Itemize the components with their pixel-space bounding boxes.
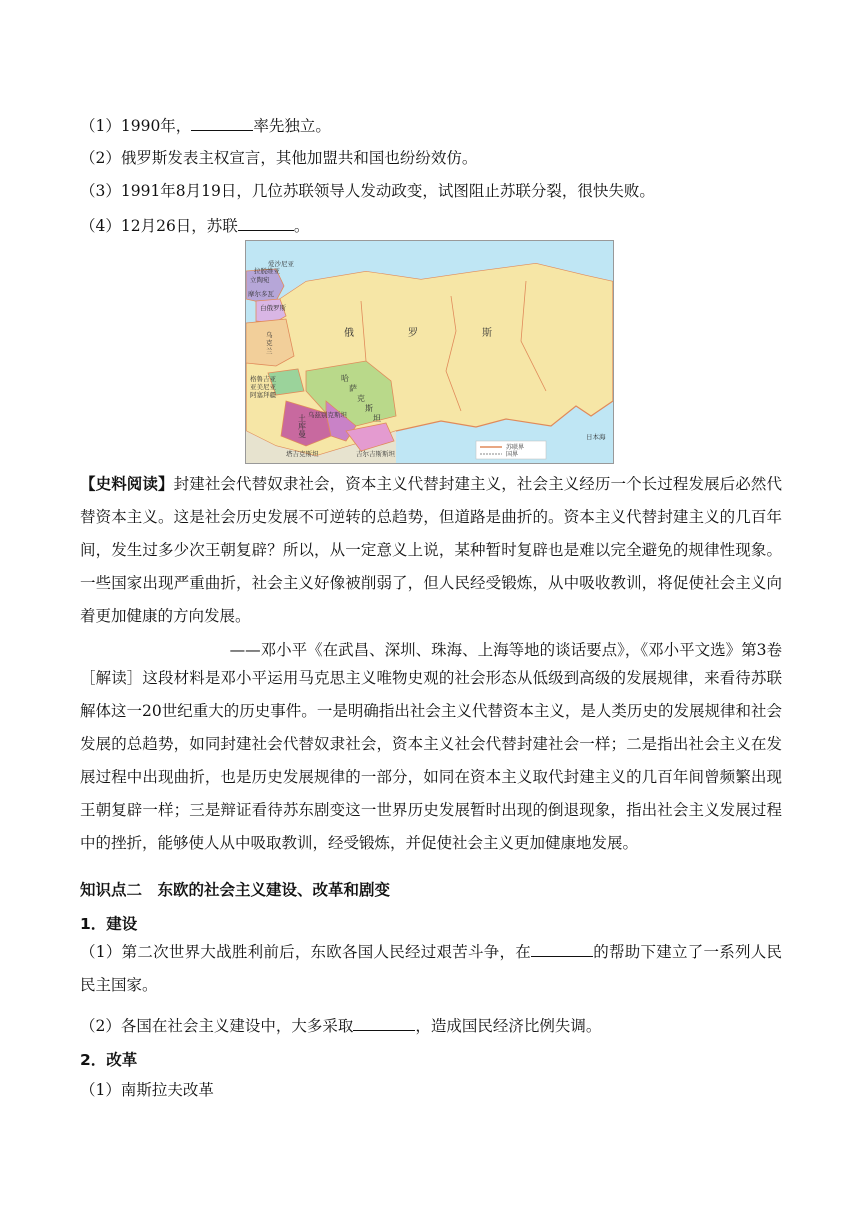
map-label: 亚美尼亚 xyxy=(250,383,276,391)
question-3: （3）1991年8月19日，几位苏联领导人发动政变，试图阻止苏联分裂，很快失败。 xyxy=(80,182,655,200)
map-label: 哈 xyxy=(341,374,349,383)
blank-field[interactable] xyxy=(191,114,253,131)
question-2: （2）俄罗斯发表主权宣言，其他加盟共和国也纷纷效仿。 xyxy=(80,149,478,167)
map-label: 爱沙尼亚 xyxy=(268,260,294,268)
map-label: 乌兹别克斯坦 xyxy=(308,411,347,419)
map-label: 白俄罗斯 xyxy=(260,304,286,312)
interpretation-paragraph: ［解读］这段材料是邓小平运用马克思主义唯物史观的社会形态从低级到高级的发展规律，来看待苏联解体这一20世纪重大的历史事件。一是明确指出社会主义代替资本主义，是人类历史的发展规律和社会发展的总趋势，如同封建社会代替奴隶社会，资本主义社会代替封建社会一样；二是指出社会主义在发展过程中出现曲折，也是历史发展规律的一部分，如同在资本主义取代封建主义的几百年间曾频繁出现王朝复辟一样；三是辩证看待苏东剧变这一世界历史发展暂时出现的倒退现象，指出社会主义发展过程中的挫折，能够使人从中吸取教训，经受锻炼，并促使社会主义更加健康地发展。 xyxy=(80,669,782,852)
question-4: （4）12月26日，苏联 。 xyxy=(80,214,780,236)
section-paragraph-1: （1）第二次世界大战胜利前后，东欧各国人民经过艰苦斗争，在 的帮助下建立了一系列人民民主国家。 xyxy=(80,936,782,1002)
map-label: 萨 xyxy=(349,384,357,393)
soviet-dissolution-map xyxy=(245,240,614,464)
map-label: 拉脱维亚 xyxy=(254,267,280,275)
map-svg xyxy=(246,241,613,463)
map-label: 阿塞拜疆 xyxy=(250,391,276,399)
map-label: 格鲁吉亚 xyxy=(250,375,276,383)
map-label-russia: 斯 xyxy=(482,328,492,339)
legend-label: 苏联界 xyxy=(506,444,525,451)
map-label: 斯 xyxy=(365,404,373,413)
subsection-heading: 2．改革 xyxy=(80,1051,138,1069)
map-label: 兰 xyxy=(266,347,273,355)
map-label: 摩尔多瓦 xyxy=(248,290,274,298)
map-label: 日本海 xyxy=(586,433,606,441)
reading-paragraph: 【史料阅读】封建社会代替奴隶社会，资本主义代替封建主义，社会主义经历一个长过程发展后必然代替资本主义。这是社会历史发展不可逆转的总趋势，但道路是曲折的。资本主义代替封建主义的几百年间，发生过多少次王朝复辟？所以，从一定意义上说，某种暂时复辟也是难以完全避免的规律性现象。一些国家出现严重曲折，社会主义好像被削弱了，但人民经受锻炼，从中吸收教训，将促使社会主义向着更加健康的方向发展。 xyxy=(80,475,782,625)
map-label: 克 xyxy=(357,394,365,403)
section-paragraph-2: （2）各国在社会主义建设中，大多采取 ，造成国民经济比例失调。 xyxy=(80,1014,780,1036)
blank-field[interactable] xyxy=(238,214,294,231)
map-label: 坦 xyxy=(373,414,381,423)
map-label: 立陶宛 xyxy=(250,276,270,284)
reading-source: ——邓小平《在武昌、深圳、珠海、上海等地的谈话要点》，《邓小平文选》第3卷 xyxy=(229,641,782,659)
section-paragraph-3: （1）南斯拉夫改革 xyxy=(80,1081,214,1099)
blank-field[interactable] xyxy=(531,940,593,957)
subsection-heading: 1．建设 xyxy=(80,915,138,933)
section-title: 知识点二 东欧的社会主义建设、改革和剧变 xyxy=(80,881,391,899)
map-label-russia: 俄 xyxy=(344,328,354,339)
blank-field[interactable] xyxy=(353,1014,415,1031)
legend-label: 国界 xyxy=(506,451,519,458)
map-label: 土 xyxy=(298,414,306,423)
map-label: 塔吉克斯坦 xyxy=(286,450,319,458)
map-label-russia: 罗 xyxy=(408,328,418,339)
map-label: 库 xyxy=(298,422,306,431)
map-label: 曼 xyxy=(298,430,306,439)
map-label: 乌 xyxy=(266,331,273,339)
question-1: （1）1990年， 率先独立。 xyxy=(80,114,780,136)
map-label: 克 xyxy=(266,339,273,347)
map-label: 吉尔吉斯斯坦 xyxy=(356,450,395,458)
